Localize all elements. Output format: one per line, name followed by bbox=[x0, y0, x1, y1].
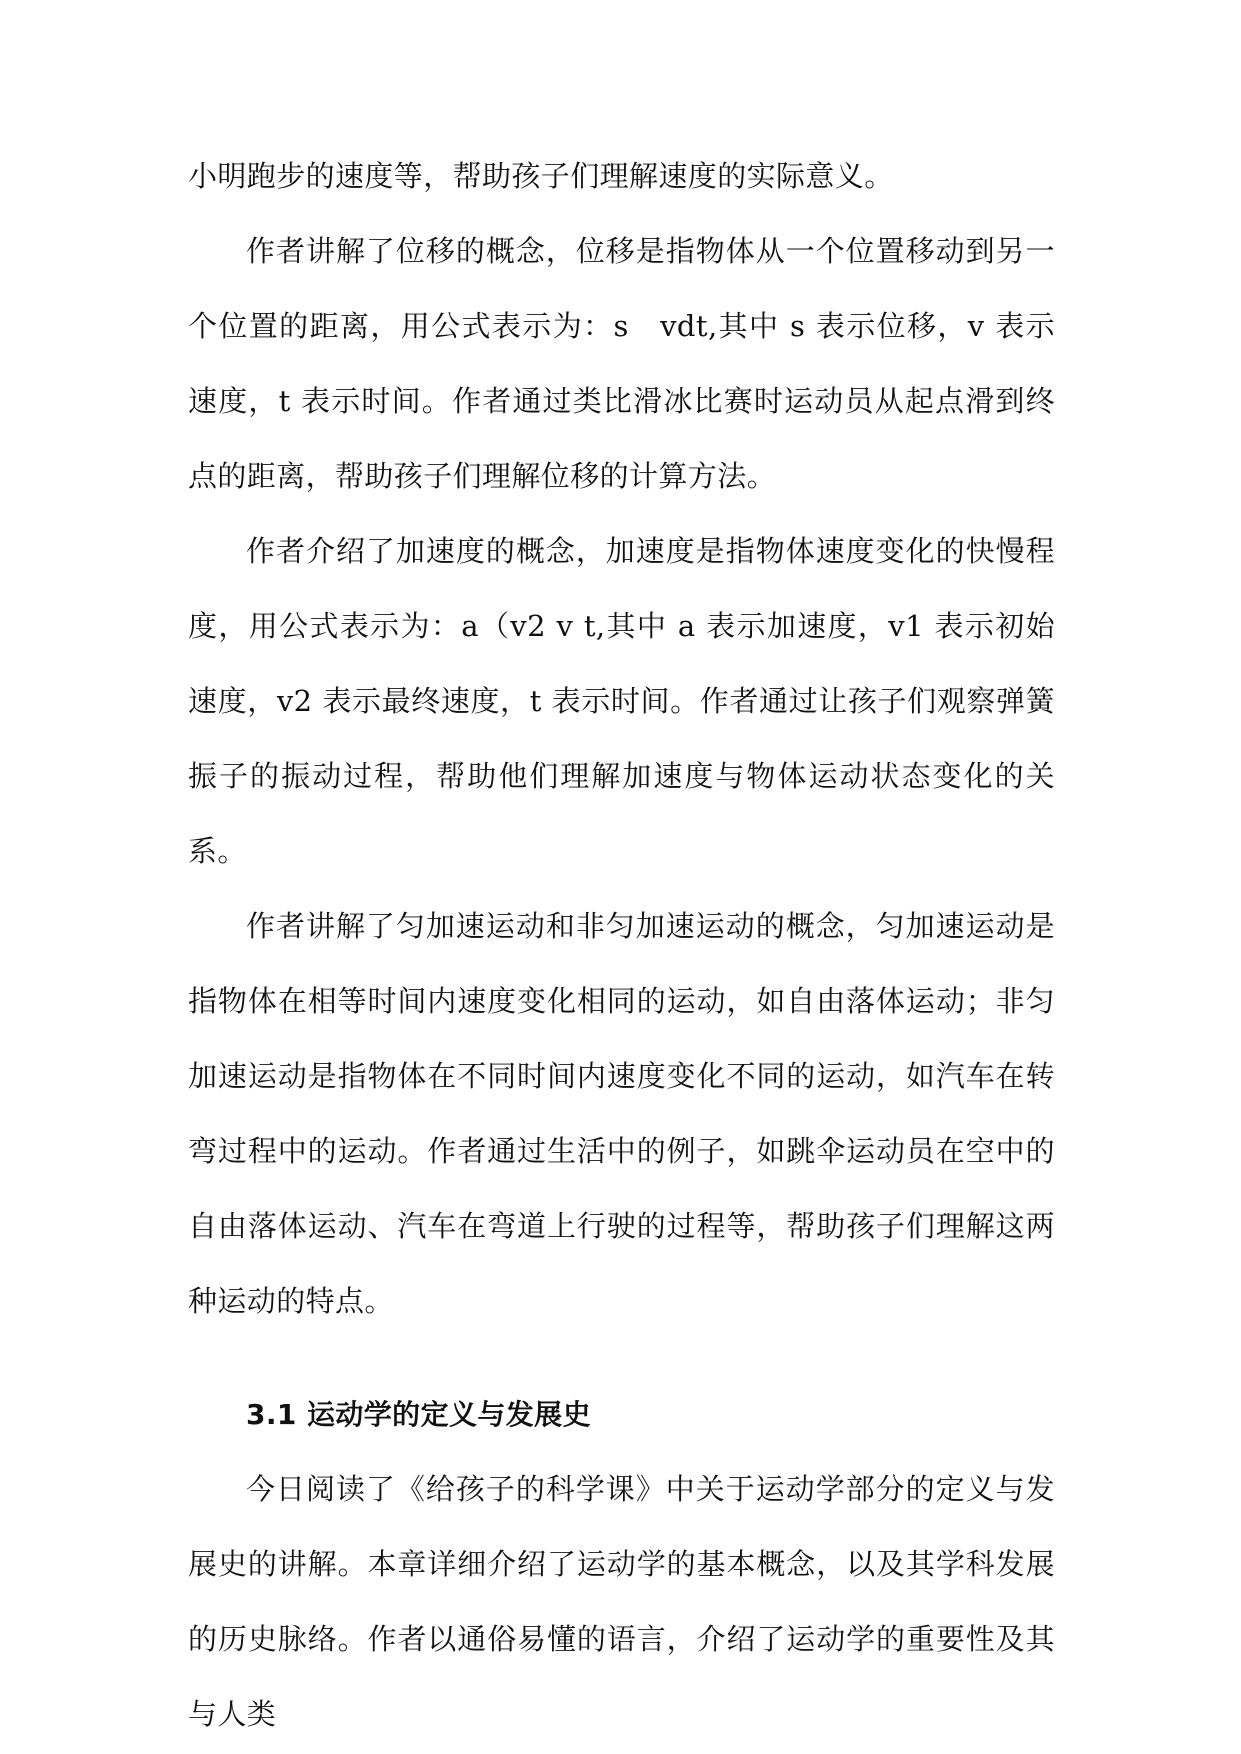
section-heading bbox=[188, 1377, 1055, 1452]
paragraph-4: 作者讲解了匀加速运动和非匀加速运动的概念，匀加速运动是指物体在相等时间内速度变化相同的运动，如自由落体运动；非匀加速运动是指物体在不同时间内速度变化不同的运动，如汽车在转弯过程中的运动。作者通过生活中的例子，如跳伞运动员在空中的自由落体运动、汽车在弯道上行驶的过程等，帮助孩子们理解这两种运动的特点。 bbox=[188, 909, 1055, 1318]
section-title: 运动学的定义与发展史 bbox=[306, 1398, 591, 1431]
paragraph-5: 今日阅读了《给孩子的科学课》中关于运动学部分的定义与发展史的讲解。本章详细介绍了运动学的基本概念，以及其学科发展的历史脉络。作者以通俗易懂的语言，介绍了运动学的重要性及其与人类 bbox=[188, 1472, 1055, 1731]
paragraph-1: 小明跑步的速度等，帮助孩子们理解速度的实际意义。 bbox=[188, 159, 894, 193]
section-number: 3.1 bbox=[246, 1398, 297, 1431]
paragraph-2: 作者讲解了位移的概念，位移是指物体从一个位置移动到另一个位置的距离，用公式表示为：s vdt,其中 s 表示位移，v 表示速度，t 表示时间。作者通过类比滑冰比赛时运动员从起点滑到终点的距离，帮助孩子们理解位移的计算方法。 bbox=[188, 234, 1055, 493]
paragraph-3: 作者介绍了加速度的概念，加速度是指物体速度变化的快慢程度，用公式表示为：a（v2 v t,其中 a 表示加速度，v1 表示初始速度，v2 表示最终速度，t 表示时间。作者通过让孩子们观察弹簧振子的振动过程，帮助他们理解加速度与物体运动状态变化的关系。 bbox=[188, 534, 1055, 868]
body-text bbox=[188, 139, 1055, 1752]
